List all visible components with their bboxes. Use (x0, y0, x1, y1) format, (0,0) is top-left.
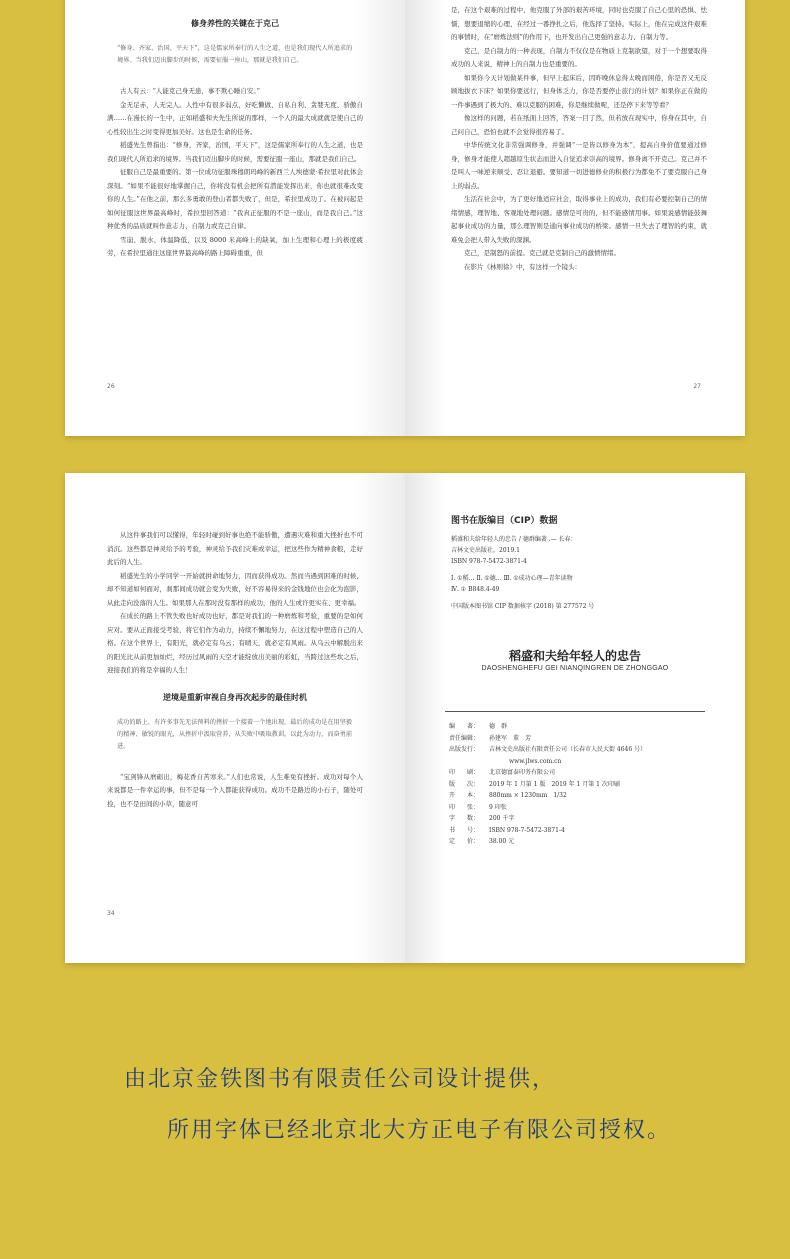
paragraph: 在影片《林则徐》中，有这样一个镜头： (464, 262, 581, 271)
paragraph: 雪崩、脱水、体温降低，以及 8000 米高峰上的缺氧，加上生理和心理上的极度疲劳，在希拉里通往这座世界最高峰的路上障碍重重，但 (107, 235, 363, 257)
book-spread-bottom (65, 473, 745, 963)
paragraph: 在成长的路上不管失败也好成功也好，都是对我们的一种磨炼和考验，重要的是如何应对。要从正面接受考验，将它们作为动力，持续不懈地努力，在这过程中塑造自己的人格。在这个世界上，有阳光，就必定有乌云；有晴天，就必定有风雨。从乌云中解脱出来的阳光比从前更加灿烂，经历过风雨的天空才能绽放出美丽的彩虹，当跨过这些坎之后，迎接我们的将是幸福的人生！ (107, 612, 363, 674)
page-26 (65, 0, 405, 436)
credit-row: 出版发行： 吉林文史出版社有限责任公司（长春市人民大街 4646 号） (449, 746, 647, 753)
credit-row: www.jlws.com.cn (509, 757, 562, 765)
credit-row: 字 数： 200 千字 (449, 815, 515, 822)
credit-row: 书 号： ISBN 978-7-5472-3871-4 (449, 826, 565, 834)
section-quote: 成功的路上，有许多事先无法预料的挫折一个接着一个地出现，最后的成功是在用坚毅的精神、敏锐的眼光，从挫折中汲取营养，从失败中吸取教训，以此为动力，而奋勇前进。 (117, 718, 353, 750)
credit-row: 责任编辑： 孙建军 董 芳 (449, 734, 532, 742)
divider (445, 711, 705, 712)
paragraph: 征服自己是最重要的。第一位成功征服珠穆朗玛峰的新西兰人埃德蒙·希拉里对此体会深刻。“如果不能很好地掌握自己，你将没有机会把所有潜能发挥出来，你也就很难改变你的人生。”在他之前，那么多勇敢的登山者都失败了，但是，希拉里成功了。在被问起是如何征服这世界最高峰时，希拉里回答道：“我真正征服的不是一座山，而是我自己。”这种优秀的品质就叫作意志力、自制力或克己自律。 (107, 168, 363, 230)
credit-row: 编 著： 德 群 (449, 723, 508, 730)
page-number: 26 (107, 383, 115, 390)
paragraph: 是，在这个艰难的过程中，他克服了外部的艰苦环境，同时也克服了自己心里的恐惧、怯懦，想要退缩的心理，在经过一番挣扎之后，他选择了坚持。实际上，他在完成这件艰难的事情时，在“磨炼法则”的作用下，也开发出自己更强的意志力、自制力等。 (451, 6, 707, 41)
copyright-page (405, 473, 745, 963)
paragraph: “宝剑锋从磨砺出，梅花香自苦寒来。”人们也常说，人生难免有挫折。成功对每个人来说都是一件幸运的事，但不是每一个人都能获得成功。成功不是路边的小石子，随处可捡，也不是田间的小草，随意可 (107, 772, 363, 808)
footer-credit-font: 所用字体已经北京北大方正电子有限公司授权。 (167, 1118, 672, 1143)
paragraph: 生活在社会中，为了更好地适应社会，取得事业上的成功，我们有必要控制自己的情绪情感，理智地、客观地处理问题。感情是可贵的，但不能感情用事。如果说感情能鼓舞起事业成功的力量，那么理智则是通向事业成功的桥梁。感情一旦失去了理智的约束，就难免会把人带入失败的深渊。 (451, 195, 707, 244)
credit-row: 版 次： 2019 年 1 月第 1 版 2019 年 1 月第 1 次印刷 (449, 780, 620, 788)
book-title-pinyin: DAOSHENGHEFU GEI NIANQINGREN DE ZHONGGAO (481, 665, 669, 672)
paragraph: 如果你今天计划做某件事，但早上起床后，因昨晚休息得太晚而困倦，你是否又无反顾地拔衣下床？如果你要远行，但身体乏力，你是否要停止旅行的计划？如果你正在做的一件事遇到了极大的、难以克服的困难，你是继续做呢，还是停下来等等看？ (451, 73, 707, 109)
cip-block (451, 513, 705, 612)
cip-line: 吉林文史出版社，2019.1 (451, 547, 520, 554)
book-title: 稻盛和夫给年轻人的忠告 (508, 649, 641, 663)
cip-line: Ⅳ. ① B848.4-49 (451, 586, 500, 593)
page-number: 27 (693, 383, 701, 390)
section-quote: “修身、齐家、治国、平天下”，这是儒家所奉行的人生之道，也是我们现代人所追求的境界。当我们迈出脚步的时候，需要征服一座山，那就是我们自己。 (117, 45, 353, 64)
footer-credit-design: 由北京金铁图书有限责任公司设计提供， (124, 1067, 557, 1092)
book-spread-top (65, 0, 745, 436)
paragraph: 中华传统文化非常强调修身，并强调“一是皆以修身为本”，提高自身价值要通过修身，修身才能使人超越原生状态而进入自觉追求崇高的境界。修身离不开克己。克己并不是叫人一味逆来顺受、忍让退避。要知道一切进德修业的积极行为都免不了要克服自己身上的弱点。 (451, 141, 707, 190)
cip-record: 中国版本图书馆 CIP 数据核字 (2018) 第 277572 号 (451, 603, 595, 610)
section-heading: 修身养性的关键在于克己 (191, 19, 279, 28)
paragraph: 克己，是自制力的一种表现，自制力不仅仅是在物质上克制欲望，对于一个想要取得成功的人来说，精神上的自制力也是重要的。 (451, 46, 707, 68)
page-27-content (451, 4, 707, 274)
page-27 (405, 0, 745, 436)
cip-line: 稻盛和夫给年轻人的忠告 / 德群编著 .— 长春： (451, 536, 577, 543)
credit-row: 定 价： 38.00 元 (449, 838, 515, 845)
paragraph: 像这样的问题，若在纸面上回答，答案一目了然，但若放在现实中，你身在其中，自己问自己，恐怕也就不会觉得很容易了。 (451, 114, 707, 136)
page-26-content (107, 14, 363, 261)
page-number: 34 (107, 910, 115, 917)
paragraph: 古人有云：“人能克己身无患，事不欺心睡自安。” (120, 87, 260, 95)
section-heading: 逆境是重新审视自身再次起步的最佳时机 (163, 692, 307, 702)
paragraph: 稻盛先生曾指出：“修身，齐家，治国，平天下”，这是儒家所奉行的人生之道，也是我们现代人所追求的境界。当我们迈出脚步的时候，需要征服一座山，那就是我们自己。 (107, 141, 363, 163)
credits-table (449, 721, 705, 848)
credit-row: 开 本： 880mm × 1230mm 1/32 (449, 792, 567, 799)
page-34 (65, 473, 405, 963)
paragraph: 从这件事我们可以懂得，年轻时碰到好事也绝不能骄傲，遭遇灾难和重大挫折也不可消沉。这些都是神灵给予的考验，神灵给予我们灾难或幸运，把这些作为精神食粮，走好此后的人生。 (107, 531, 363, 566)
cip-title: 图书在版编目（CIP）数据 (451, 516, 558, 526)
cip-line: Ⅰ. ①稻… Ⅱ. ①德… Ⅲ. ①成功心理—青年读物 (451, 575, 573, 582)
paragraph: 克己，是制怒的前提。克己就是克制自己的激愤情绪。 (464, 249, 620, 257)
cip-line: ISBN 978-7-5472-3871-4 (451, 558, 527, 565)
credit-row: 印 刷： 北京德富泰印务有限公司 (449, 769, 556, 776)
credit-row: 印 张： 9 印张 (449, 803, 507, 811)
paragraph: 稻盛先生的小学同学一开始就拼命地努力，因而获得成功。然而当遇到困难的时候，却不知道如何面对，刹那间成功就会变为失败，好不容易得来的金钱地位也会化为泡影，从此走向没落的人生。如果那人在那时没有那样的成功，他的人生或许更实在、更幸福。 (107, 571, 363, 607)
page-34-content (107, 529, 363, 811)
paragraph: 金无足赤，人无完人。人性中有很多弱点，好吃懒做、自私自利、贪婪无度、骄傲自满……在漫长的一生中，正如稻盛和夫先生所说的那样，一个人的最大成就就是使自己的心性较出生之时变得更加美好。这也是生命的任务。 (107, 100, 363, 136)
